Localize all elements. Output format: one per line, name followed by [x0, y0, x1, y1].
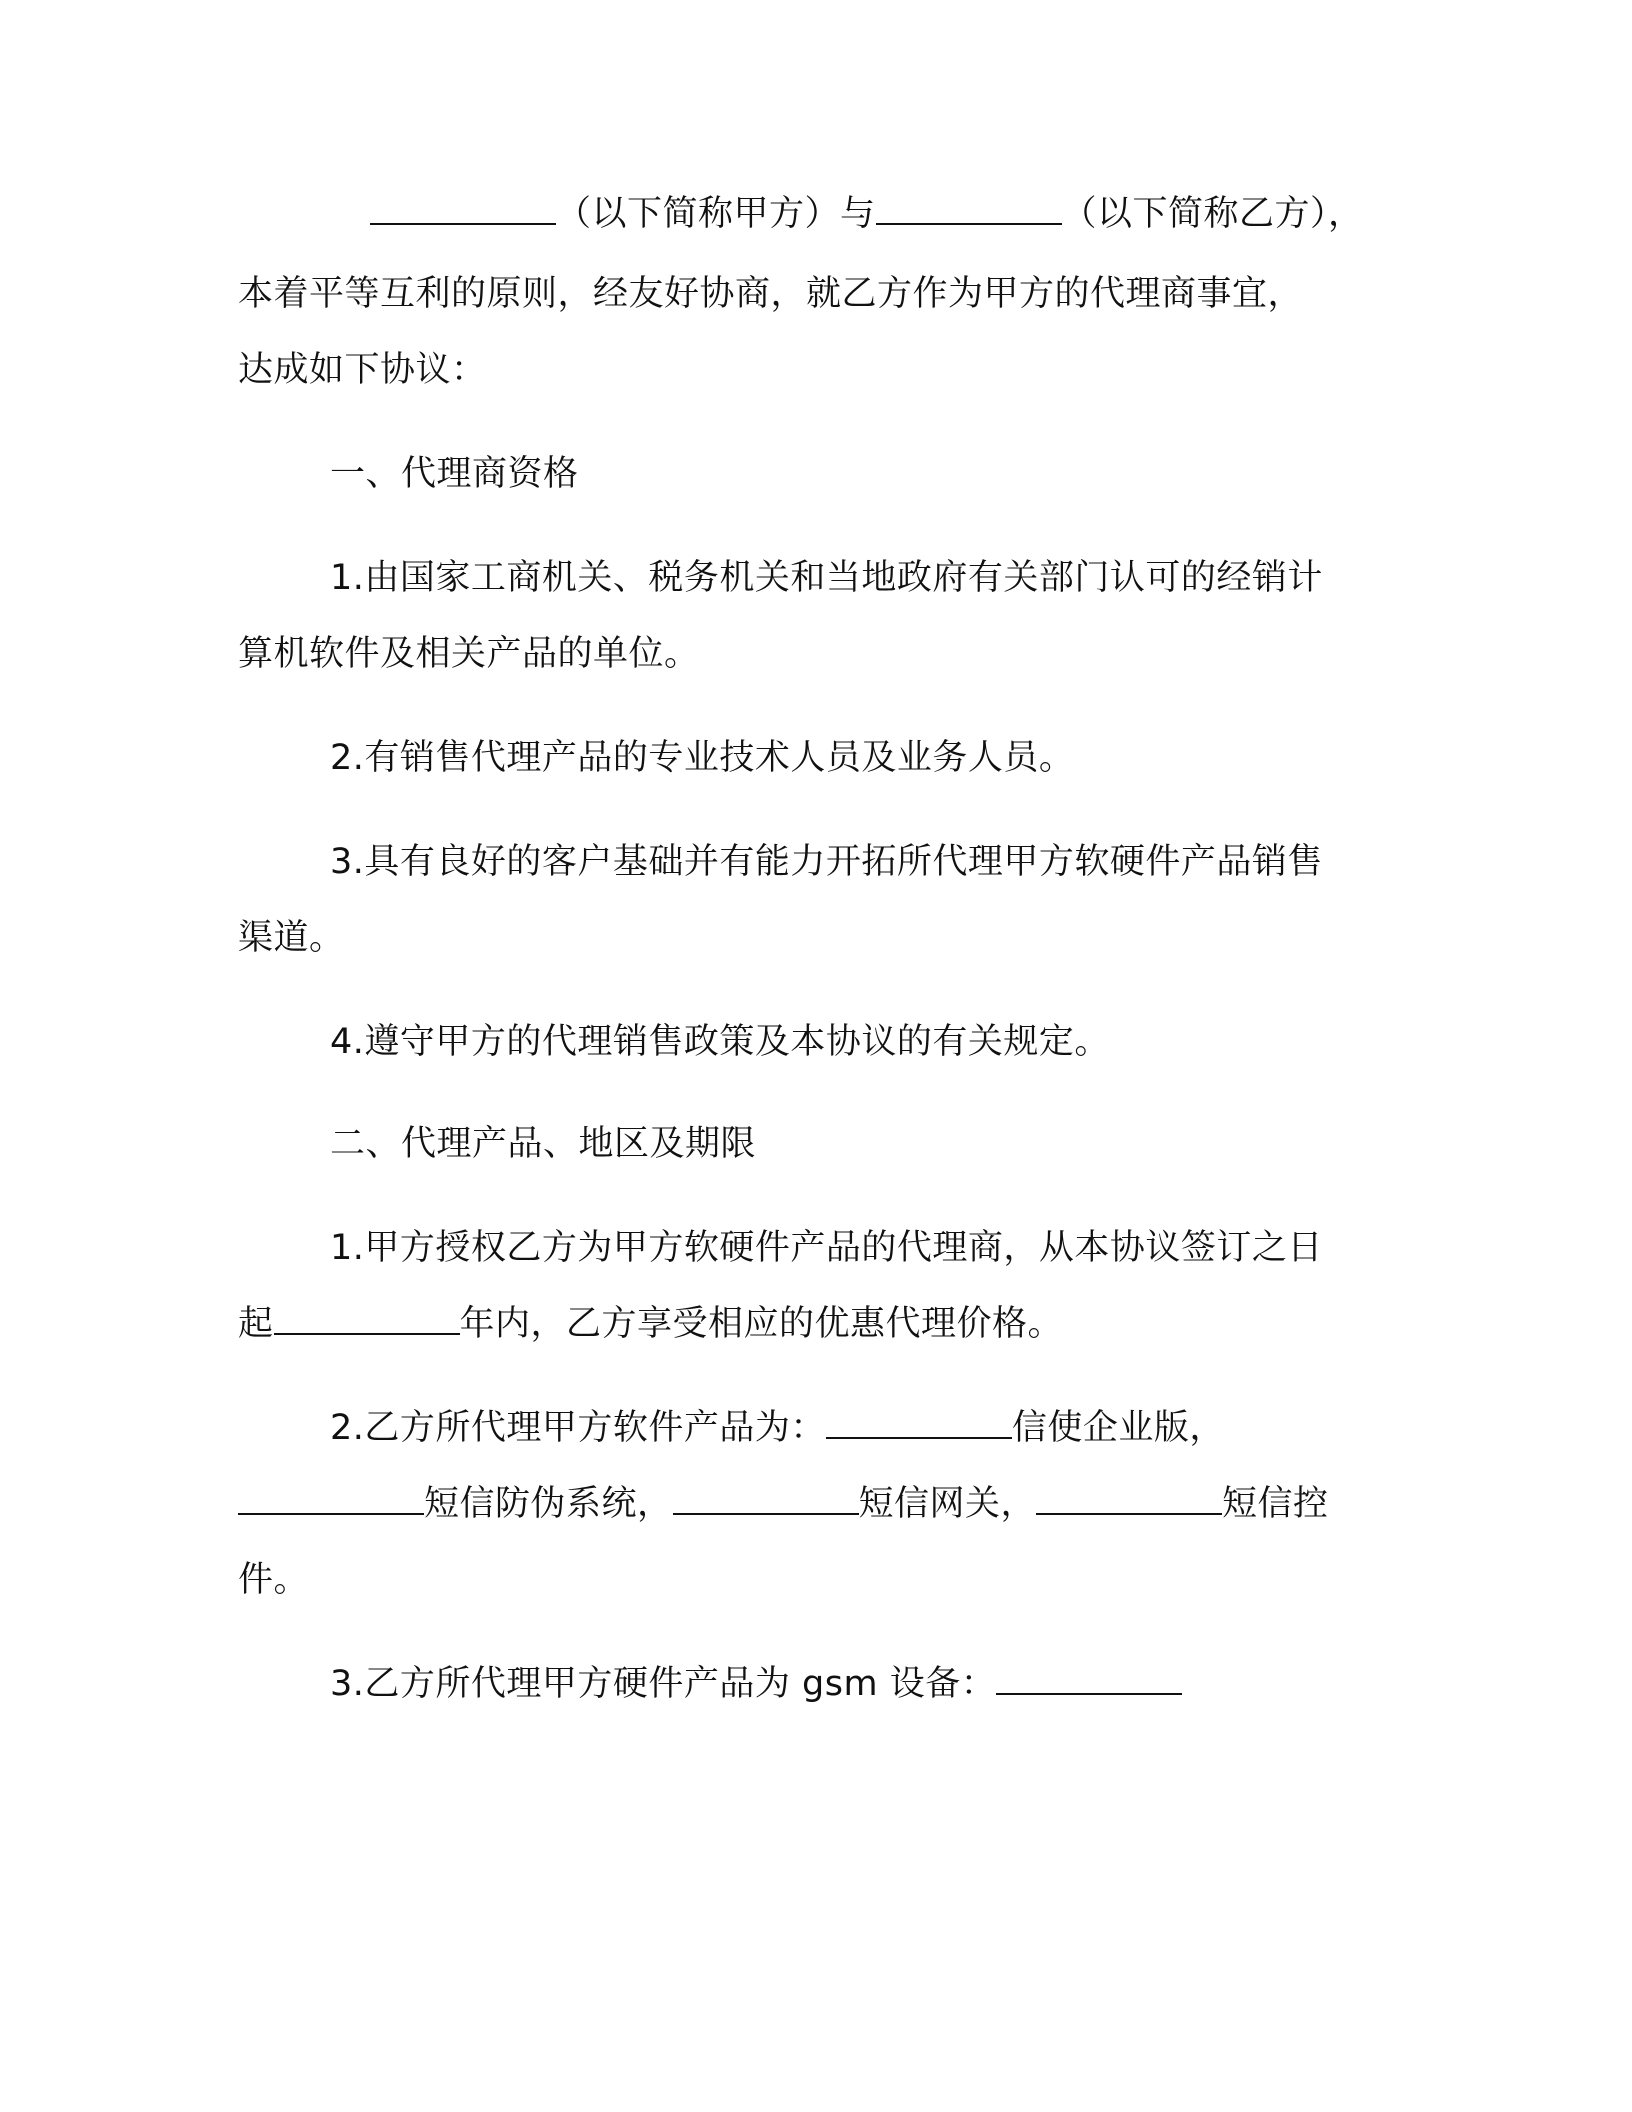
paragraph-text: 年内，乙方享受相应的优惠代理价格。: [459, 1304, 1064, 1344]
paragraph-line: [238, 1482, 1329, 1526]
paragraph-line: 算机软件及相关产品的单位。: [238, 634, 700, 674]
paragraph-line: [330, 1406, 1225, 1450]
fill-in-blank: [274, 1303, 460, 1335]
paragraph-text: 短信网关，: [858, 1484, 1037, 1524]
paragraph-line: 渠道。: [238, 918, 345, 958]
paragraph-line: 2.有销售代理产品的专业技术人员及业务人员。: [330, 738, 1075, 778]
intro-line-1: [370, 192, 1364, 236]
intro-text: （以下简称甲方）与: [556, 194, 876, 234]
fill-in-blank: [673, 1483, 859, 1515]
paragraph-line: [330, 1662, 1182, 1706]
fill-in-blank: [876, 193, 1062, 225]
paragraph-line: 1.由国家工商机关、税务机关和当地政府有关部门认可的经销计: [330, 558, 1323, 598]
paragraph-line: 3.具有良好的客户基础并有能力开拓所代理甲方软硬件产品销售: [330, 842, 1323, 882]
fill-in-blank: [826, 1407, 1012, 1439]
paragraph-text: 短信防伪系统，: [424, 1484, 673, 1524]
intro-line-3: 达成如下协议：: [238, 350, 487, 390]
paragraph-line: 1.甲方授权乙方为甲方软硬件产品的代理商，从本协议签订之日: [330, 1228, 1323, 1268]
paragraph-line: [238, 1302, 1063, 1346]
fill-in-blank: [1036, 1483, 1222, 1515]
paragraph-text: 短信控: [1222, 1484, 1329, 1524]
paragraph-text: 2.乙方所代理甲方软件产品为：: [330, 1408, 826, 1448]
intro-line-2: 本着平等互利的原则，经友好协商，就乙方作为甲方的代理商事宜，: [238, 274, 1304, 314]
fill-in-blank: [996, 1663, 1182, 1695]
paragraph-text: 信使企业版，: [1011, 1408, 1225, 1448]
paragraph-line: 4.遵守甲方的代理销售政策及本协议的有关规定。: [330, 1022, 1110, 1062]
section-heading: 二、代理产品、地区及期限: [330, 1124, 757, 1164]
intro-text: （以下简称乙方），: [1061, 194, 1364, 234]
paragraph-line: 件。: [238, 1560, 310, 1600]
fill-in-blank: [238, 1483, 424, 1515]
paragraph-text: 起: [238, 1304, 274, 1344]
fill-in-blank: [370, 193, 556, 225]
paragraph-text: 3.乙方所代理甲方硬件产品为 gsm 设备：: [330, 1664, 997, 1704]
section-heading: 一、代理商资格: [330, 454, 579, 494]
